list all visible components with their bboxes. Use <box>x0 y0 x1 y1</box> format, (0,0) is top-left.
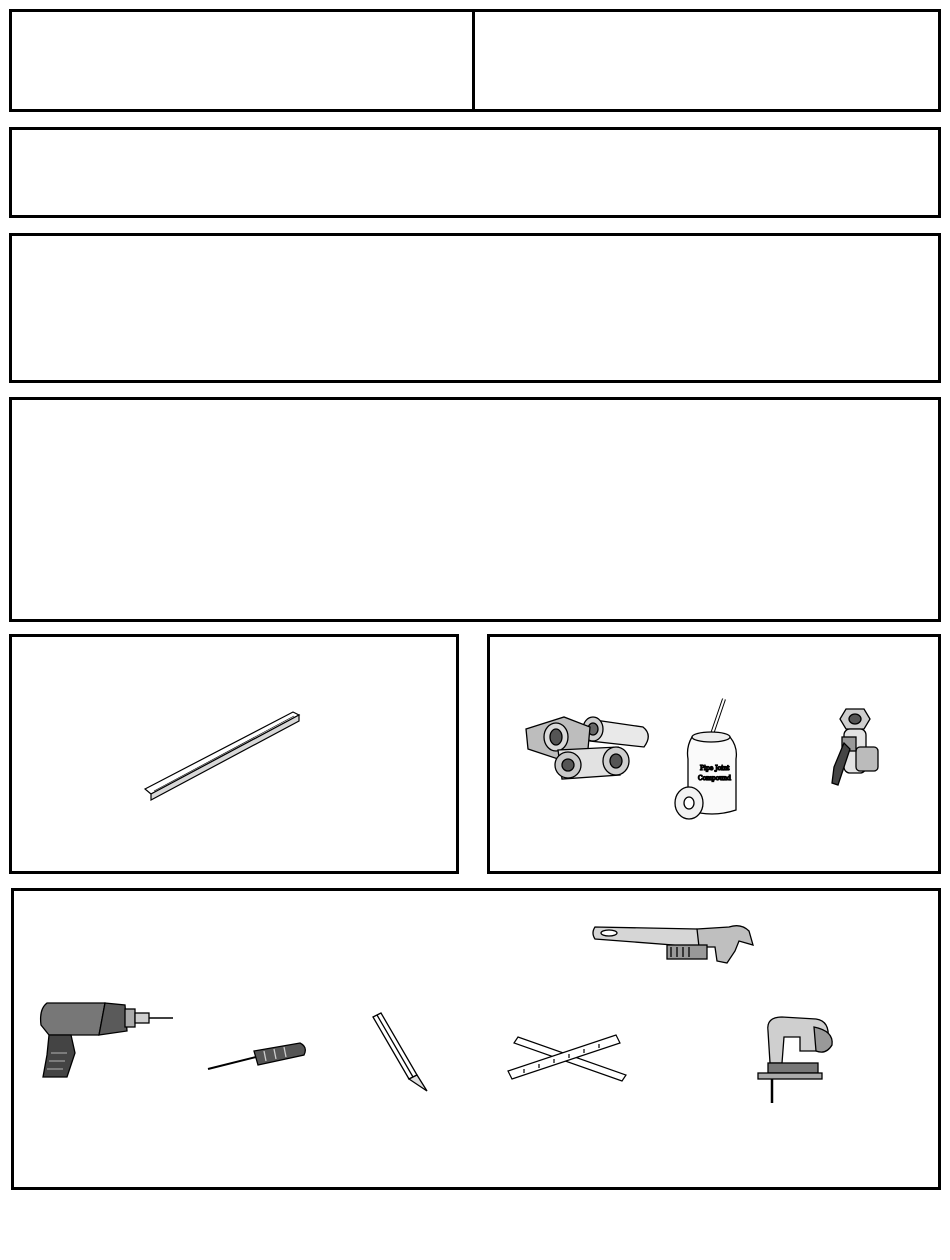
parts-panel <box>9 634 459 874</box>
trim-strip-icon <box>12 637 462 877</box>
intro-section <box>9 127 941 218</box>
jigsaw-icon <box>754 1011 854 1111</box>
pipe-wrench-icon <box>589 917 759 977</box>
shutoff-valve-icon <box>822 703 892 803</box>
pipe-fittings-icon <box>518 705 648 795</box>
header-left-panel <box>9 9 475 112</box>
svg-text:Compound: Compound <box>698 775 731 782</box>
tools-panel <box>11 888 941 1190</box>
notes-section <box>9 233 941 383</box>
pencil-icon <box>369 1011 439 1096</box>
power-drill-icon <box>29 991 179 1091</box>
svg-text:Pipe Joint: Pipe Joint <box>700 765 730 772</box>
ruler-icon <box>504 1029 634 1089</box>
pipe-joint-compound-icon <box>672 695 752 825</box>
header-right-panel <box>472 9 941 112</box>
screwdriver-icon <box>204 1039 314 1079</box>
instructions-section <box>9 397 941 622</box>
plumbing-panel <box>487 634 941 874</box>
